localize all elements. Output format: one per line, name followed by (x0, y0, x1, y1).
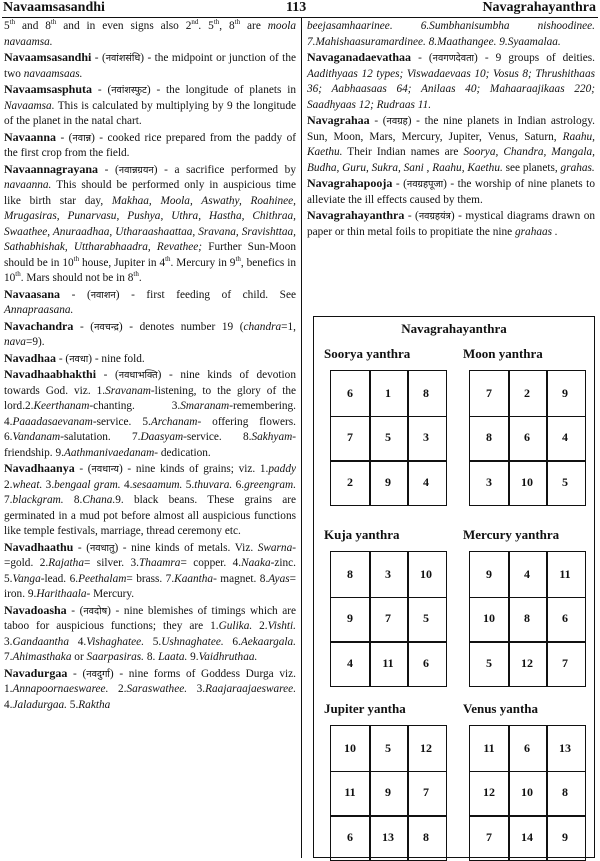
entry-text: 4. (4, 698, 13, 711)
entry-text: 6. (223, 635, 241, 648)
entry-text: -zinc. 5. (4, 557, 297, 585)
entry-devanagari: नवधान्य (91, 464, 119, 475)
yanthra-cell: 6 (347, 385, 353, 400)
entry-text: Naaka (241, 557, 271, 569)
entry-text: Further Sun-Moon should be in 10 (4, 241, 296, 269)
yanthra-cell: 9 (562, 385, 568, 400)
entry-headword: Navaamsasphuta (4, 82, 93, 96)
yanthra-cell: 13 (382, 829, 394, 844)
left-column (4, 19, 296, 713)
yanthra-cell: 13 (559, 740, 571, 755)
yanthra-cell: 11 (344, 785, 356, 799)
entry-text: Laata. (158, 651, 188, 663)
dictionary-entry (4, 130, 296, 162)
yanthra-cell: 12 (521, 655, 533, 670)
entry-text: -chanting. 3. (89, 400, 181, 412)
entry-devanagari: नवधातु (89, 542, 115, 554)
entry-text: Vanga (12, 572, 41, 585)
yanthra-cell: 10 (420, 566, 432, 581)
dictionary-entry (4, 367, 296, 461)
entry-headword: Navagrahayanthra (307, 208, 405, 222)
yanthra-cell: 8 (347, 566, 353, 581)
entry-headword: Navaamsasandhi (4, 50, 92, 64)
entry-text: - ( (91, 52, 106, 64)
entry-text: blackgram. (12, 494, 64, 506)
entry-devanagari: नवगणदेवता (432, 53, 475, 64)
entry-text: ) - cooked rice prepared from the paddy of the first crop from the field. (4, 131, 296, 159)
entry-headword: Navaannagrayana (4, 161, 99, 176)
entry-text: 3. (187, 683, 206, 695)
entry-text: - ( (66, 604, 84, 617)
dictionary-entry (4, 540, 296, 603)
dictionary-entry (4, 461, 296, 540)
yanthra-cell: 14 (521, 829, 533, 844)
entry-text: 2. (252, 620, 268, 632)
entry-text: . 5 (198, 20, 214, 32)
entry-text: , benefics in 10 (4, 256, 296, 284)
entry-text: ) - 9 groups of deities. (474, 52, 595, 64)
yanthra-title: Moon yanthra (463, 346, 543, 361)
entry-text: -salutation. 7. (60, 431, 141, 443)
entry-text: greengram. (244, 478, 297, 491)
entry-headword: Navaganadaevathaa (307, 50, 412, 64)
entry-text: Thaamra (139, 557, 181, 569)
entry-text: th (9, 18, 16, 27)
entry-text: paddy (268, 463, 296, 475)
yanthra-cell: 5 (423, 611, 429, 625)
entry-text: thuvara. (194, 478, 233, 491)
yanthra-cell: 3 (486, 474, 492, 489)
entry-text: Annapraasana. (4, 304, 74, 316)
yanthra-panel-title: Navagrahayanthra (401, 321, 507, 336)
yanthra-cell: 6 (562, 611, 568, 625)
entry-text: 7. (4, 494, 13, 506)
yanthra-cell: 8 (423, 829, 429, 844)
yanthra-cell: 12 (483, 785, 495, 799)
entry-text: Ayas (268, 572, 290, 585)
yanthra-cell: 10 (483, 611, 495, 625)
entry-text: chandra (243, 320, 282, 333)
entry-text: Saraswathee. (126, 683, 188, 695)
entry-text: =1, (281, 320, 296, 333)
entry-text: =9). (25, 336, 45, 348)
yanthra-grid (469, 551, 586, 687)
dictionary-entry (307, 113, 595, 176)
yanthra-cell: 10 (521, 474, 533, 489)
entry-text: nava (4, 336, 26, 348)
entry-text: . Mars should not be in 8 (20, 272, 134, 284)
page-number: 113 (286, 0, 307, 15)
entry-text: Rajatha (48, 557, 84, 569)
right-column (307, 19, 595, 240)
entry-text: and 8 (15, 20, 51, 32)
entry-devanagari: नवांशस्फुट (111, 85, 147, 96)
entry-text: Keerthanam (33, 400, 90, 412)
dictionary-entry (4, 319, 296, 351)
entry-text: - ( (411, 52, 433, 64)
entry-devanagari: नवांशसंधि (105, 53, 141, 64)
running-head-left: Navaamsasandhi (3, 0, 105, 15)
dictionary-entry (4, 603, 296, 666)
yanthra-cell: 6 (524, 430, 530, 444)
entry-devanagari: नवान्नग्रयन (118, 164, 154, 176)
entry-text: ) - nine kinds of grains; viz. 1. (119, 463, 269, 475)
yanthra-title: Jupiter yantha (324, 701, 406, 716)
entry-text: Peethalam (78, 572, 127, 585)
entry-text: Harithaala (36, 588, 87, 600)
yanthra-title: Mercury yanthra (463, 527, 560, 542)
entry-text: Paaadasaevanam (12, 415, 93, 428)
entry-text: Raajaraajaeswaree. (205, 683, 297, 695)
entry-text: - dedication. (154, 446, 211, 459)
dictionary-entry (307, 19, 595, 50)
entry-text: nd (191, 18, 199, 27)
entry-text: Vishti. (267, 620, 296, 632)
entry-text: - ( (96, 369, 119, 381)
entry-text: Chana. (82, 494, 116, 506)
entry-text: navaamsaas. (23, 67, 83, 80)
entry-text: This should be performed only in auspicious time like birth star day, (4, 179, 296, 207)
entry-devanagari: नवग्रह (386, 116, 408, 127)
entry-text: ) - a sacrifice performed by (153, 163, 296, 176)
entry-headword: Navaanna (4, 129, 57, 144)
yanthra-cell: 9 (562, 829, 568, 844)
dictionary-entry (4, 50, 296, 82)
entry-text: navaanna. (4, 179, 52, 191)
entry-text: see planets, (502, 161, 561, 174)
running-head-right: Navagrahayanthra (482, 0, 596, 15)
entry-text: 4. (120, 478, 133, 491)
yanthra-cell: 11 (483, 740, 495, 755)
entry-text: house, Jupiter in 4 (79, 256, 166, 269)
entry-text: Ahimasthaka (12, 651, 72, 663)
yanthra-cell: 11 (559, 566, 571, 581)
entry-text: ) - mystical diagrams drawn on paper or thin metal foils to propitiate the nine (307, 210, 595, 238)
entry-headword: Navagrahaa (307, 113, 370, 127)
entry-text: ) - the nine planets in Indian astrology. Sun, Moon, Mars, Mercury, Jupiter, Venus, Saturn, (307, 115, 595, 143)
entry-text: ) - first feeding of child. See (115, 288, 296, 301)
entry-text: 4. (68, 635, 87, 648)
entry-text: Aekaargala. (240, 635, 296, 648)
entry-text: - Mercury. (86, 588, 135, 600)
entry-text: Archanam (150, 415, 198, 428)
yanthra-cell: 6 (524, 740, 530, 755)
yanthra-cell: 7 (486, 385, 492, 400)
entry-devanagari: नवान्न (72, 132, 92, 144)
entry-text: 9. (187, 651, 199, 663)
yanthra-cell: 4 (347, 655, 353, 670)
entry-text: th (213, 18, 220, 27)
yanthra-cell: 7 (347, 430, 353, 444)
yanthra-cell: 7 (486, 829, 492, 844)
yanthra-cell: 8 (524, 611, 530, 625)
entry-text: th (165, 254, 171, 263)
yanthra-cell: 9 (486, 566, 492, 581)
entry-text: = iron. 9. (4, 572, 296, 600)
entry-text: = brass. 7. (126, 572, 175, 585)
page-header (0, 0, 600, 18)
entry-text: = copper. 4. (180, 557, 242, 569)
entry-text: 2. (108, 683, 127, 695)
entry-headword: Navadhaathu (4, 539, 74, 554)
entry-text: 5 (4, 20, 10, 32)
dictionary-entry (4, 287, 296, 319)
yanthra-cell: 4 (562, 430, 568, 444)
entry-text: Aathmanivaedanam (63, 446, 155, 459)
yanthra-cell: 8 (486, 430, 492, 444)
yanthra-cell: 7 (423, 785, 429, 799)
yanthra-cell: 2 (347, 474, 353, 489)
entry-text: Aadithyaas 12 types; Viswadaevaas 10; Vosus 8; Thrushithaas 36; Aabhaasaas 64; Anilaas 40; Mahaaraajikaas 220; Saadhyaas 12; Rudraas 11. (307, 67, 595, 111)
yanthra-cell: 9 (385, 474, 391, 489)
yanthra-grid (330, 551, 447, 687)
yanthra-cell: 6 (423, 655, 429, 670)
entry-headword: Navadoasha (4, 602, 67, 617)
dictionary-entry (4, 82, 296, 130)
yanthra-cell: 7 (385, 611, 391, 625)
entry-text: bengaal gram. (54, 478, 121, 491)
entry-headword: Navadhaa (4, 350, 57, 365)
entry-text: , 8 (219, 20, 235, 32)
entry-text: are (240, 20, 268, 32)
entry-text: ) - nine blemishes of timings which are taboo for auspicious functions; they are 1. (4, 604, 296, 632)
dictionary-entry (307, 50, 595, 113)
entry-text: ) - the longitude of planets in (146, 84, 296, 96)
entry-text: - ( (67, 667, 87, 680)
entry-text: -service. 8. (183, 431, 252, 443)
entry-text: ) - nine kinds of metals. Viz. (114, 541, 258, 554)
entry-devanagari: नवदुर्गा (86, 668, 110, 680)
yanthra-grid (469, 725, 586, 861)
entry-devanagari: नवदोष (83, 605, 108, 617)
entry-text: - ( (92, 84, 112, 96)
entry-text: 9. black beans. These grains are germinated in a mud pot before almost all auspicious functions like temple festivals, marriage, thread ceremony etc. (4, 494, 296, 537)
entry-text: . Mercury in 9 (170, 256, 236, 269)
entry-text: Vishaghatee. (86, 635, 145, 648)
entry-devanagari: नवाशन (90, 289, 116, 301)
entry-text: - ( (392, 178, 407, 190)
entry-text: ) - the worship of nine planets to alleviate the ill effects caused by them. (307, 178, 595, 206)
yanthra-cell: 5 (562, 474, 568, 489)
entry-text: - ( (369, 115, 387, 127)
entry-text: th (50, 18, 57, 27)
entry-text: 5. (144, 635, 162, 648)
yanthra-cell: 8 (562, 785, 568, 799)
entry-text: - ( (404, 210, 419, 222)
entry-text: -remembering. 4. (4, 400, 296, 428)
entry-text: and in even signs also 2 (56, 20, 192, 32)
entry-text: - ( (74, 463, 92, 475)
yanthra-title: Kuja yanthra (324, 527, 400, 542)
yanthra-title: Venus yantha (463, 701, 539, 716)
entry-headword: Navadurgaa (4, 665, 68, 680)
entry-devanagari: नवग्रहयंत्र (418, 211, 451, 222)
yanthra-cell: 3 (423, 430, 429, 444)
entry-text: grahas. (560, 161, 595, 174)
entry-text: - offering flowers. 6. (4, 415, 297, 443)
entry-text: th (133, 270, 139, 279)
entry-text: Gulika. (218, 620, 253, 632)
header-rule (2, 17, 598, 18)
entry-text: This is calculated by multiplying by 9 the longitude of the planet in the natal chart. (4, 99, 296, 127)
entry-text: 5. (66, 698, 79, 711)
entry-headword: Navadhaanya (4, 461, 75, 475)
yanthra-cell: 12 (420, 740, 432, 755)
dictionary-entry (4, 666, 296, 714)
entry-headword: Navaasana (4, 286, 61, 301)
entry-text: -friendship. 9. (4, 431, 297, 459)
entry-text: -=gold. 2. (4, 541, 296, 569)
entry-text: . (138, 272, 142, 284)
entry-text: Kaantha (174, 572, 214, 585)
entry-text: ) - nine forms of Goddess Durga viz. 1. (4, 667, 296, 695)
entry-text: th (234, 18, 241, 27)
entry-text: -lead. 6. (40, 572, 79, 585)
entry-devanagari: नवधाभक्ति (118, 370, 158, 381)
yanthra-cell: 10 (521, 785, 533, 799)
entry-text: sesaamum. (132, 478, 183, 491)
entry-text: - ( (73, 541, 90, 554)
yanthra-grid (330, 370, 447, 506)
entry-text: Vaidhruthaa. (198, 651, 258, 663)
entry-text: Raahu, Kaethu. (307, 130, 595, 158)
entry-text: 6. (232, 478, 245, 491)
entry-text: Vandanam (12, 431, 61, 443)
entry-text: 7. (4, 651, 13, 663)
yanthra-cell: 4 (524, 566, 530, 581)
entry-text: 8. (144, 651, 159, 663)
entry-text: 3. (4, 635, 13, 648)
entry-text: th (235, 254, 241, 263)
entry-text: Saarpasiras. (86, 651, 144, 663)
entry-text: Swarna (257, 541, 293, 554)
entry-text: Their Indian names are (342, 146, 464, 158)
entry-text: - magnet. 8. (213, 572, 269, 585)
entry-devanagari: नवग्रहपूजा (406, 179, 444, 190)
entry-headword: Navachandra (4, 318, 74, 333)
entry-text: - ( (73, 320, 95, 333)
entry-text: Daasyam (140, 431, 184, 443)
yanthra-cell: 2 (524, 385, 530, 400)
entry-text: Smaranam (180, 400, 230, 412)
entry-text: th (15, 270, 21, 279)
yanthra-cell: 1 (385, 385, 391, 400)
entry-text: 3. (42, 478, 55, 491)
entry-text: - ( (60, 288, 91, 301)
yanthra-cell: 9 (385, 785, 391, 799)
entry-text: Jaladurgaa. (12, 698, 67, 711)
entry-text: grahaas . (515, 225, 558, 238)
entry-text: Raktha (78, 698, 111, 711)
yanthra-cell: 4 (423, 474, 429, 489)
dictionary-entry (307, 208, 595, 240)
yanthra-cell: 11 (382, 655, 394, 670)
entry-text: beejasamhaarinee. 6.Sumbhanisumbha nishoodinee. 7.Mahishaasuramardinee. 8.Maathangee. 9.Syaamalaa. (307, 20, 595, 48)
entry-text: - ( (56, 131, 73, 144)
entry-text: 2. (4, 478, 13, 491)
entry-headword: Navadhaabhakthi (4, 367, 97, 381)
entry-text: Sravanam (105, 384, 151, 397)
entry-text: ) - denotes number 19 ( (118, 320, 244, 333)
column-divider (301, 18, 302, 858)
entry-text: ) - nine kinds of devotion towards God. viz. 1. (4, 369, 296, 397)
yanthra-cell: 8 (423, 385, 429, 400)
yanthra-cell: 10 (344, 740, 356, 755)
entry-text: 8. (63, 494, 83, 506)
entry-text: ) - the midpoint or junction of the two (4, 52, 296, 80)
yanthra-panel (313, 316, 595, 858)
yanthra-cell: 5 (385, 740, 391, 755)
dictionary-entry (4, 351, 296, 368)
dictionary-entry (4, 19, 296, 50)
entry-text: -listening, to the glory of the lord.2. (4, 384, 296, 412)
entry-text: 5. (182, 478, 195, 491)
yanthra-cell: 9 (347, 611, 353, 625)
entry-text: = silver. 3. (83, 557, 140, 569)
entry-headword: Navagrahapooja (307, 176, 393, 190)
entry-text: Makhaa, Moola, Aswathy, Roahinee, Mrugasiras, Punarvasu, Pushya, Uthra, Hastha, Chithraa, Swaathee, Anuraadhaa, Utharaashaattaa, Sravana, Sravishttaa, Sathabhishak, Uttharabhaadra, Revathee; (4, 194, 296, 253)
yanthra-cell: 7 (562, 655, 568, 670)
dictionary-entry (307, 176, 595, 208)
entry-devanagari: नवचन्द्र (94, 321, 119, 333)
entry-text: Annapoornaeswaree. (12, 683, 109, 695)
yanthra-cell: 3 (385, 566, 391, 581)
entry-text: or (71, 651, 87, 663)
entry-text: Sakhyam (251, 431, 293, 443)
yanthra-cell: 5 (486, 655, 492, 670)
yanthra-grid (469, 370, 586, 506)
entry-text: Ushnaghatee. (161, 635, 224, 648)
dictionary-entry (4, 162, 296, 287)
yanthra-title: Soorya yanthra (324, 346, 411, 361)
entry-text: ) - nine fold. (88, 352, 145, 365)
entry-devanagari: नवधा (69, 353, 89, 365)
yanthra-cell: 5 (385, 430, 391, 444)
entry-text: Navaamsa. (4, 99, 55, 112)
entry-text: Soorya, Chandra, Mangala, Budha, Guru, Sukra, Sani , Raahu, Kaethu. (307, 146, 595, 174)
entry-text: wheat. (12, 478, 43, 491)
entry-text: -service. 5. (92, 415, 151, 428)
entry-text: - ( (56, 352, 70, 365)
yanthra-cell: 6 (347, 829, 353, 844)
entry-text: Gandaantha (12, 635, 69, 648)
entry-text: - ( (98, 163, 119, 176)
yanthra-grid (330, 725, 447, 861)
entry-text: moola navaamsa. (4, 20, 297, 48)
entry-text: th (73, 254, 80, 263)
